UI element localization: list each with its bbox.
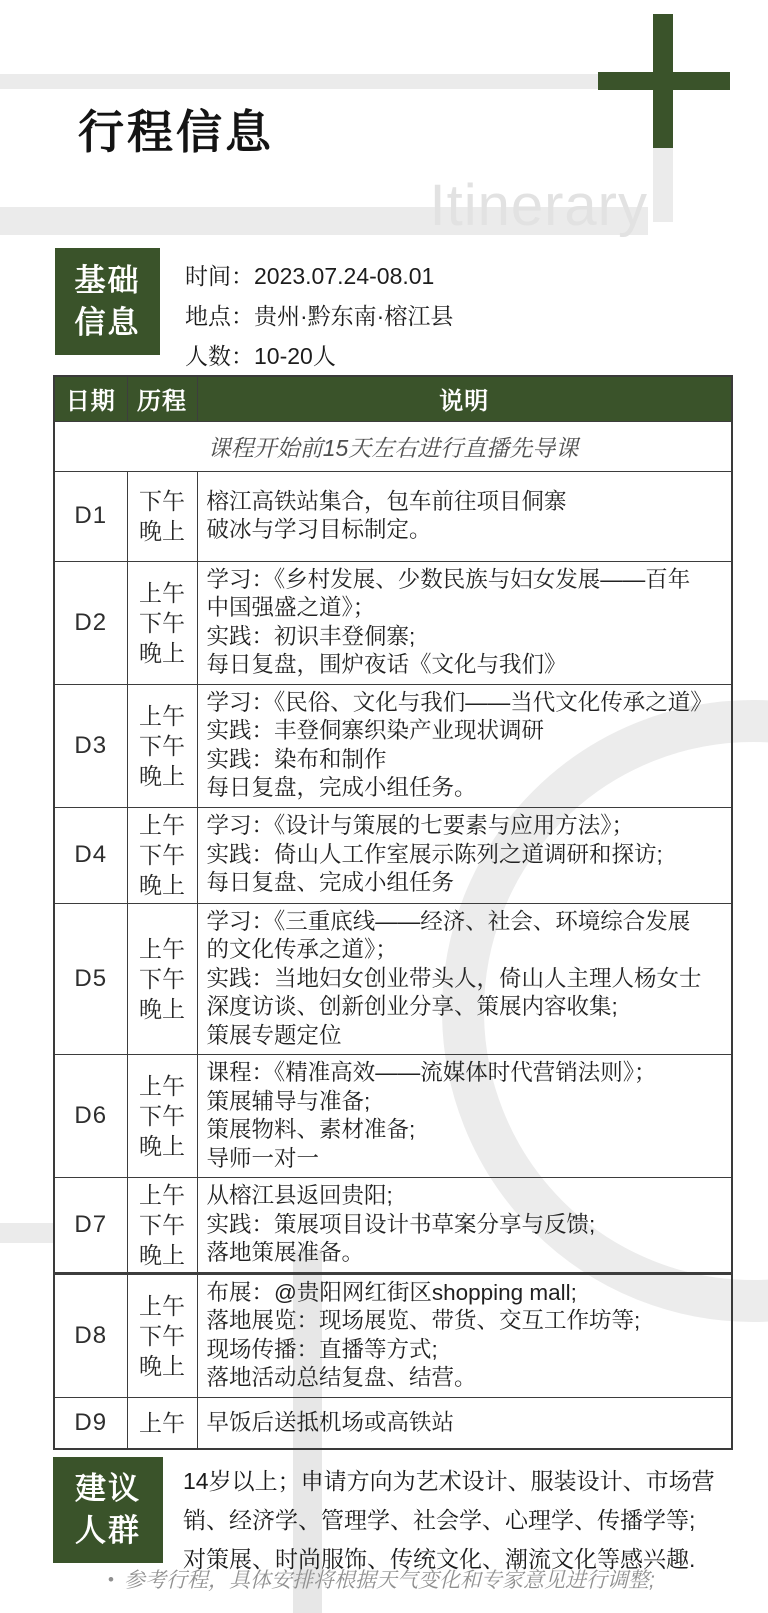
schedule-table (53, 375, 733, 1450)
column-header-date: 日期 (54, 376, 127, 421)
table-header-row (54, 376, 732, 421)
day-cell: D2 (54, 561, 127, 684)
pre-course-note: 课程开始前15天左右进行直播先导课 (54, 421, 732, 471)
table-row (54, 684, 732, 807)
table-row (54, 1055, 732, 1178)
left-gray-band (0, 1223, 53, 1243)
description-cell: 课程：《精准高效——流媒体时代营销法则》； 策展辅导与准备; 策展物料、素材准备; 导师一对一 (197, 1055, 732, 1178)
description-cell: 学习：《三重底线——经济、社会、环境综合发展 的文化传承之道》； 实践：当地妇女创业带头人，倚山人主理人杨女士 深度访谈、创新创业分享、策展内容收集; 策展专题定位 (197, 903, 732, 1055)
basic-info-list (185, 256, 453, 376)
day-cell: D4 (54, 807, 127, 903)
table-row (54, 1178, 732, 1274)
basic-info-tag-line2: 信息 (74, 304, 141, 340)
day-cell: D8 (54, 1273, 127, 1397)
day-cell: D9 (54, 1397, 127, 1449)
times-cell: 上午 下午 晚上 (127, 684, 197, 807)
description-cell: 榕江高铁站集合，包车前往项目侗寨 破冰与学习目标制定。 (197, 471, 732, 561)
footnote-text: 参考行程，具体安排将根据天气变化和专家意见进行调整; (123, 1569, 655, 1592)
plus-icon (598, 72, 730, 90)
audience-tag (53, 1457, 163, 1563)
times-cell: 上午 (127, 1397, 197, 1449)
table-row (54, 471, 732, 561)
times-cell: 下午 晚上 (127, 471, 197, 561)
description-cell: 学习：《设计与策展的七要素与应用方法》； 实践：倚山人工作室展示陈列之道调研和探访; 每日复盘、完成小组任务 (197, 807, 732, 903)
table-row (54, 561, 732, 684)
day-cell: D1 (54, 471, 127, 561)
day-cell: D6 (54, 1055, 127, 1178)
description-cell: 学习：《乡村发展、少数民族与妇女发展——百年 中国强盛之道》； 实践：初识丰登侗寨; 每日复盘，围炉夜话《文化与我们》 (197, 561, 732, 684)
basic-info-item: 人数：10-20人 (185, 343, 336, 369)
basic-info-tag-line1: 基础 (74, 262, 141, 298)
description-cell: 从榕江县返回贵阳; 实践：策展项目设计书草案分享与反馈; 落地策展准备。 (197, 1178, 732, 1274)
description-cell: 学习：《民俗、文化与我们——当代文化传承之道》 实践：丰登侗寨织染产业现状调研 实践：染布和制作 每日复盘，完成小组任务。 (197, 684, 732, 807)
times-cell: 上午 下午 晚上 (127, 561, 197, 684)
page-title: 行程信息 (78, 106, 274, 158)
times-cell: 上午 下午 晚上 (127, 1055, 197, 1178)
day-cell: D7 (54, 1178, 127, 1274)
basic-info-item: 地点：贵州·黔东南·榕江县 (185, 303, 454, 329)
audience-tag-line2: 人群 (75, 1513, 141, 1548)
description-cell: 早饭后送抵机场或高铁站 (197, 1397, 732, 1449)
table-row (54, 1397, 732, 1449)
table-row (54, 903, 732, 1055)
column-header-description: 说明 (197, 376, 732, 421)
basic-info-item: 时间：2023.07.24-08.01 (185, 263, 435, 289)
basic-info-tag (55, 248, 160, 355)
times-cell: 上午 下午 晚上 (127, 1273, 197, 1397)
table-row (54, 1273, 732, 1397)
description-cell: 布展：@贵阳网红街区shopping mall; 落地展览：现场展览、带货、交互工作坊等; 现场传播：直播等方式; 落地活动总结复盘、结营。 (197, 1273, 732, 1397)
itinerary-watermark: Itinerary (429, 173, 648, 238)
times-cell: 上午 下午 晚上 (127, 1178, 197, 1274)
top-gray-band (0, 74, 598, 89)
day-cell: D5 (54, 903, 127, 1055)
day-cell: D3 (54, 684, 127, 807)
audience-description: 14岁以上；申请方向为艺术设计、服装设计、市场营 销、经济学、管理学、社会学、心理学、传播学等; 对策展、时尚服饰、传统文化、潮流文化等感兴趣. (183, 1468, 715, 1572)
bullet-icon: • (108, 1570, 114, 1589)
pre-course-note-row (54, 421, 732, 471)
times-cell: 上午 下午 晚上 (127, 903, 197, 1055)
times-cell: 上午 下午 晚上 (127, 807, 197, 903)
audience-tag-line1: 建议 (75, 1471, 141, 1506)
column-header-course: 历程 (127, 376, 197, 421)
gray-vertical-stub (653, 148, 673, 222)
table-row (54, 807, 732, 903)
footnote (108, 1564, 728, 1594)
